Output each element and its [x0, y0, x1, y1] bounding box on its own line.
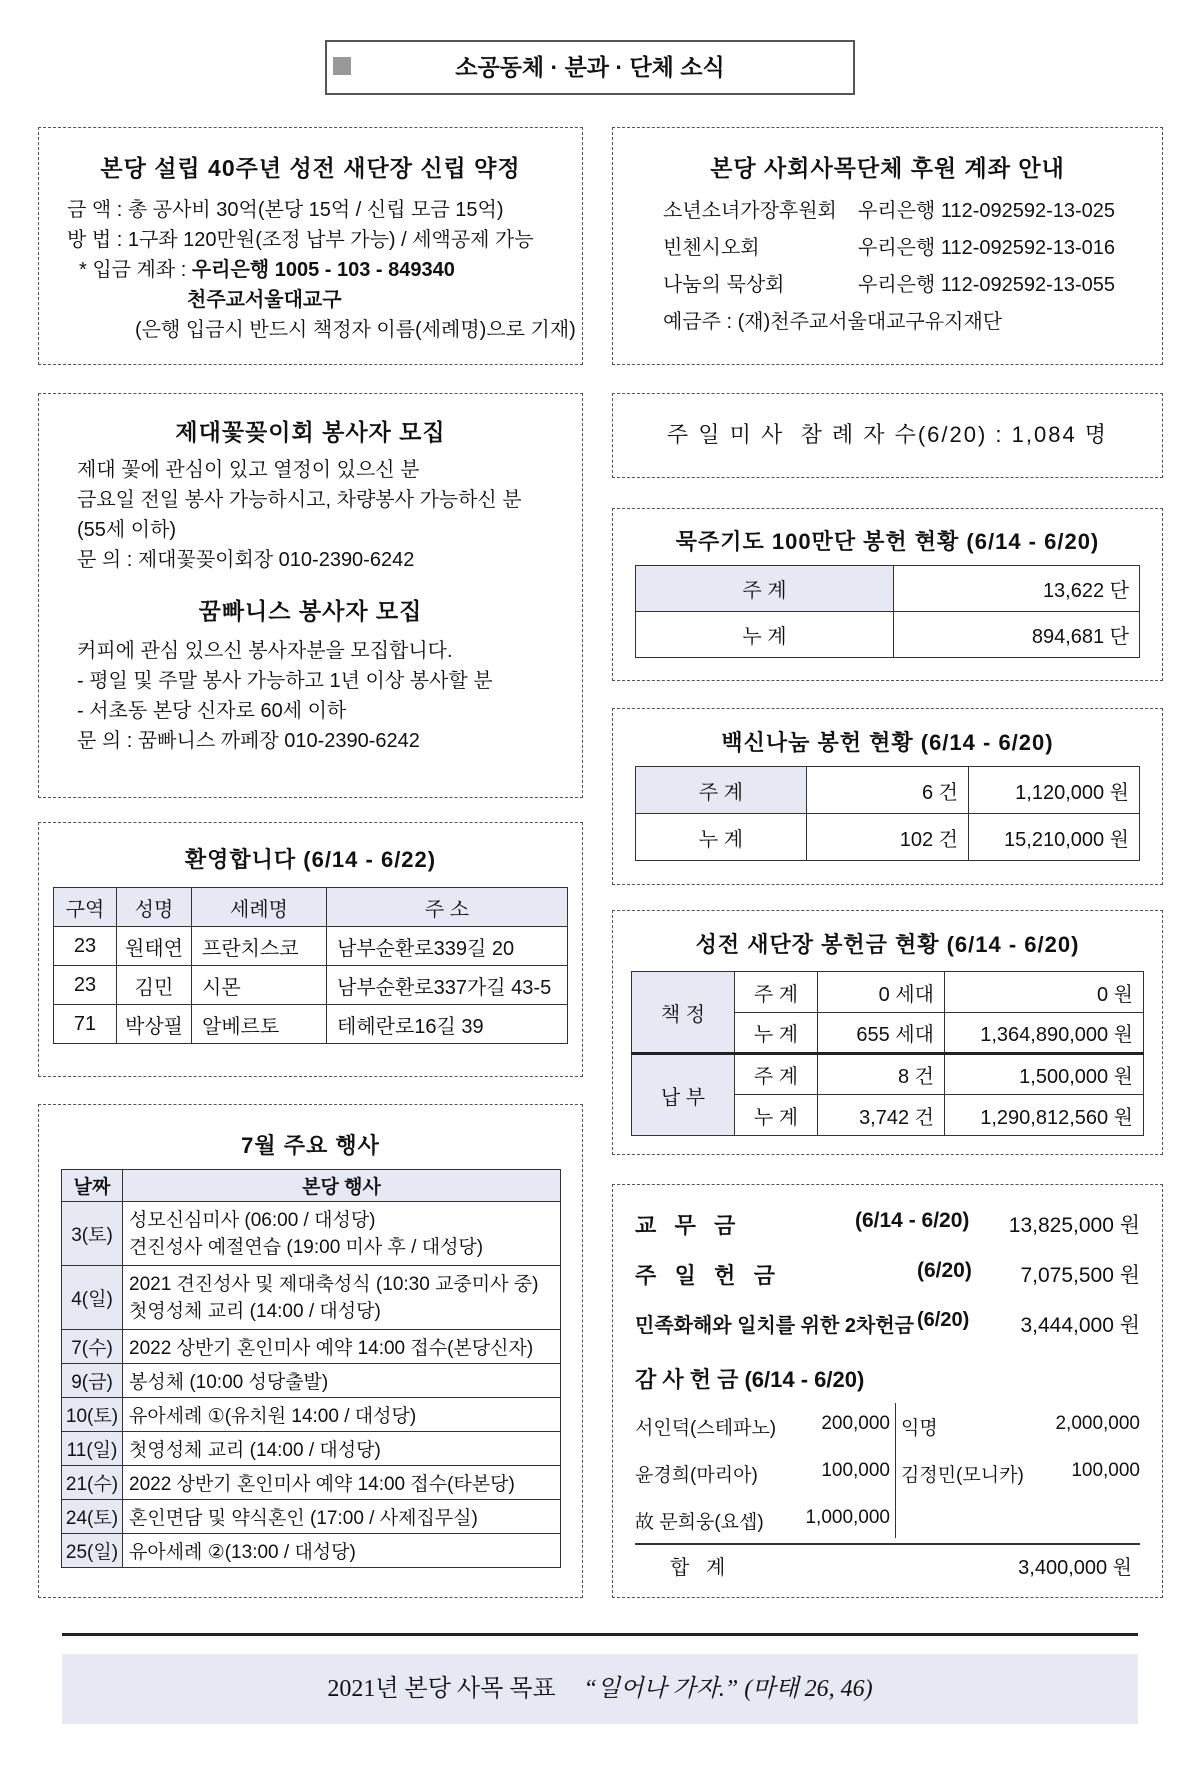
volunteer-box	[38, 393, 583, 798]
rosary-value: 13,622 단	[894, 566, 1140, 612]
table-row	[62, 1202, 561, 1266]
attendance-text: 주 일 미 사 참 례 자 수(6/20) : 1,084 명	[666, 422, 1109, 447]
renovation-box	[612, 910, 1163, 1155]
donor-name: 윤경희(마리아)	[635, 1465, 758, 1486]
finance-row	[635, 1259, 1140, 1295]
vaccine-label: 누 계	[636, 814, 807, 861]
table-row	[636, 767, 1140, 814]
pledge-account-line	[67, 255, 582, 285]
event-date: 25(일)	[62, 1534, 123, 1568]
rosary-label: 누 계	[636, 612, 894, 658]
table-row	[636, 814, 1140, 861]
table-header-row	[54, 888, 568, 927]
vaccine-amount: 15,210,000 원	[969, 814, 1140, 861]
pledge-method: 방 법 : 1구좌 120만원(조정 납부 가능) / 세액공제 가능	[67, 229, 534, 251]
col-header: 구역	[54, 888, 117, 927]
renov-count: 0 세대	[818, 972, 945, 1013]
pledge-box	[38, 127, 583, 365]
finance-amount: 3,444,000 원	[1020, 1314, 1140, 1337]
renov-amount: 1,364,890,000 원	[945, 1013, 1144, 1054]
footer-rule	[62, 1633, 1138, 1636]
table-row	[62, 1466, 561, 1500]
attendance-box	[612, 393, 1163, 478]
sponsor-depositor: 예금주 : (재)천주교서울대교구유지재단	[663, 311, 1003, 333]
donor-name: 서인덕(스테파노)	[635, 1418, 777, 1439]
event-date: 4(일)	[62, 1266, 123, 1330]
sponsor-name: 나눔의 묵상회	[663, 274, 785, 296]
renov-label: 누 계	[735, 1095, 818, 1136]
sponsor-box	[612, 127, 1163, 365]
vaccine-count: 102 건	[807, 814, 969, 861]
rosary-box	[612, 508, 1163, 681]
cell-name: 원태연	[117, 927, 192, 966]
total-divider	[635, 1543, 1140, 1545]
event-desc: 2022 상반기 혼인미사 예약 14:00 접수(본당신자)	[123, 1330, 561, 1364]
welcome-table	[53, 887, 568, 1044]
renov-amount: 1,290,812,560 원	[945, 1095, 1144, 1136]
sponsor-title: 본당 사회사목단체 후원 계좌 안내	[710, 155, 1065, 181]
col-header: 주 소	[327, 888, 568, 927]
donor-grid	[635, 1403, 1140, 1538]
sponsor-account: 우리은행 112-092592-13-055	[858, 274, 1116, 296]
cell-address: 남부순환로337가길 43-5	[327, 966, 568, 1005]
donor-amount: 100,000	[821, 1460, 890, 1481]
renov-amount: 0 원	[945, 972, 1144, 1013]
sponsor-name: 소년소녀가장후원회	[663, 200, 837, 222]
footer-banner	[62, 1654, 1138, 1724]
pledge-holder: 천주교서울대교구	[187, 289, 342, 311]
donor-row	[901, 1460, 1140, 1487]
volunteer-line: 커피에 관심 있으신 봉사자분을 모집합니다.	[77, 640, 453, 662]
event-desc: 유아세례 ②(13:00 / 대성당)	[123, 1534, 561, 1568]
july-title: 7월 주요 행사	[241, 1133, 380, 1158]
sponsor-account: 우리은행 112-092592-13-025	[858, 200, 1116, 222]
donor-row	[635, 1413, 890, 1440]
vaccine-title: 백신나눔 봉헌 현황 (6/14 - 6/20)	[721, 730, 1054, 755]
july-box	[38, 1104, 583, 1598]
volunteer-line: 문 의 : 제대꽃꽂이회장 010-2390-6242	[77, 549, 415, 571]
event-desc: 혼인면담 및 약식혼인 (17:00 / 사제집무실)	[123, 1500, 561, 1534]
finance-period: (6/14 - 6/20)	[855, 1209, 970, 1232]
table-row	[62, 1266, 561, 1330]
cell-zone: 71	[54, 1005, 117, 1044]
sponsor-row	[663, 230, 1162, 267]
event-date: 3(토)	[62, 1202, 123, 1266]
cell-zone: 23	[54, 927, 117, 966]
table-row	[62, 1534, 561, 1568]
group-label: 납 부	[632, 1054, 735, 1136]
event-desc: 유아세례 ①(유치원 14:00 / 대성당)	[123, 1398, 561, 1432]
event-line: 성모신심미사 (06:00 / 대성당)	[129, 1209, 376, 1231]
footer-motto: “일어나 가자.” (마태 26, 46)	[583, 1676, 873, 1702]
renovation-title: 성전 새단장 봉헌금 현황 (6/14 - 6/20)	[695, 932, 1080, 957]
event-desc: 봉성체 (10:00 성당출발)	[123, 1364, 561, 1398]
donor-amount: 200,000	[821, 1413, 890, 1434]
event-desc: 첫영성체 교리 (14:00 / 대성당)	[123, 1432, 561, 1466]
page-title: 소공동체 · 분과 · 단체 소식	[455, 54, 725, 80]
welcome-title: 환영합니다 (6/14 - 6/22)	[184, 847, 437, 872]
finance-row	[635, 1209, 1140, 1245]
cell-name: 김민	[117, 966, 192, 1005]
rosary-table	[635, 565, 1140, 658]
col-header: 본당 행사	[123, 1170, 561, 1202]
event-date: 7(수)	[62, 1330, 123, 1364]
finance-period: (6/20)	[917, 1309, 970, 1331]
event-line: 견진성사 예절연습 (19:00 미사 후 / 대성당)	[129, 1236, 484, 1258]
vaccine-count: 6 건	[807, 767, 969, 814]
vaccine-box	[612, 708, 1163, 885]
renov-label: 주 계	[735, 972, 818, 1013]
event-date: 21(수)	[62, 1466, 123, 1500]
event-date: 11(일)	[62, 1432, 123, 1466]
finance-box	[612, 1184, 1163, 1598]
donor-amount: 100,000	[1071, 1460, 1140, 1481]
event-desc	[123, 1266, 561, 1330]
table-row	[636, 612, 1140, 658]
sponsor-row	[663, 193, 1162, 230]
event-line: 첫영성체 교리 (14:00 / 대성당)	[129, 1300, 381, 1322]
table-row	[54, 966, 568, 1005]
cell-zone: 23	[54, 966, 117, 1005]
col-header: 성명	[117, 888, 192, 927]
table-row	[54, 1005, 568, 1044]
rosary-label: 주 계	[636, 566, 894, 612]
event-desc	[123, 1202, 561, 1266]
table-row	[62, 1364, 561, 1398]
finance-amount: 13,825,000 원	[1008, 1214, 1140, 1237]
volunteer-line: (55세 이하)	[77, 519, 177, 541]
cell-baptism: 시몬	[192, 966, 327, 1005]
finance-period: (6/20)	[917, 1259, 972, 1282]
col-header: 날짜	[62, 1170, 123, 1202]
donor-amount: 1,000,000	[805, 1507, 890, 1528]
table-row	[636, 566, 1140, 612]
event-desc: 2022 상반기 혼인미사 예약 14:00 접수(타본당)	[123, 1466, 561, 1500]
header-marker	[333, 57, 351, 75]
donor-name: 익명	[901, 1418, 938, 1439]
rosary-value: 894,681 단	[894, 612, 1140, 658]
table-row	[62, 1432, 561, 1466]
sponsor-row	[663, 267, 1162, 304]
pledge-account-label: * 입금 계좌 :	[79, 259, 192, 281]
col-header: 세례명	[192, 888, 327, 927]
pledge-note: (은행 입금시 반드시 책정자 이름(세례명)으로 기재)	[135, 319, 576, 341]
donor-name: 故 문희웅(요셉)	[635, 1512, 764, 1533]
welcome-box	[38, 822, 583, 1077]
pledge-account: 우리은행 1005 - 103 - 849340	[191, 259, 455, 281]
sponsor-name: 빈첸시오회	[663, 237, 760, 259]
table-row	[62, 1398, 561, 1432]
thanks-title: 감 사 헌 금 (6/14 - 6/20)	[635, 1367, 865, 1392]
finance-label: 주 일 헌 금	[635, 1263, 776, 1288]
cell-baptism: 프란치스코	[192, 927, 327, 966]
vaccine-table	[635, 766, 1140, 861]
donor-name: 김정민(모니카)	[901, 1465, 1024, 1486]
event-line: 2021 견진성사 및 제대축성식 (10:30 교중미사 중)	[129, 1273, 539, 1295]
table-row	[632, 1054, 1144, 1095]
rosary-title: 묵주기도 100만단 봉헌 현황 (6/14 - 6/20)	[675, 529, 1100, 554]
renov-amount: 1,500,000 원	[945, 1054, 1144, 1095]
july-table	[61, 1169, 561, 1568]
group-label: 책 정	[632, 972, 735, 1054]
sponsor-account: 우리은행 112-092592-13-016	[858, 237, 1116, 259]
cell-baptism: 알베르토	[192, 1005, 327, 1044]
finance-label: 민족화해와 일치를 위한 2차헌금	[635, 1315, 914, 1337]
donor-row	[901, 1413, 1140, 1440]
finance-label: 교 무 금	[635, 1213, 736, 1238]
total-row	[635, 1551, 1140, 1580]
cell-address: 테헤란로16길 39	[327, 1005, 568, 1044]
pledge-amount: 금 액 : 총 공사비 30억(본당 15억 / 신립 모금 15억)	[67, 199, 504, 221]
volunteer-title-2: 꿈빠니스 봉사자 모집	[198, 598, 423, 624]
donor-amount: 2,000,000	[1055, 1413, 1140, 1434]
donor-row	[635, 1460, 890, 1487]
total-label: 합 계	[670, 1557, 726, 1579]
volunteer-line: - 서초동 본당 신자로 60세 이하	[77, 700, 347, 722]
volunteer-line: 금요일 전일 봉사 가능하시고, 차량봉사 가능하신 분	[77, 489, 522, 511]
table-header-row	[62, 1170, 561, 1202]
volunteer-title-1: 제대꽃꽂이회 봉사자 모집	[175, 419, 446, 445]
renov-count: 8 건	[818, 1054, 945, 1095]
renovation-table	[631, 971, 1144, 1136]
renov-count: 655 세대	[818, 1013, 945, 1054]
table-row	[54, 927, 568, 966]
vaccine-label: 주 계	[636, 767, 807, 814]
volunteer-line: - 평일 및 주말 봉사 가능하고 1년 이상 봉사할 분	[77, 670, 493, 692]
event-date: 10(토)	[62, 1398, 123, 1432]
vaccine-amount: 1,120,000 원	[969, 767, 1140, 814]
renov-label: 누 계	[735, 1013, 818, 1054]
cell-name: 박상필	[117, 1005, 192, 1044]
event-date: 24(토)	[62, 1500, 123, 1534]
footer-prefix: 2021년 본당 사목 목표	[327, 1676, 556, 1702]
section-header	[325, 40, 855, 95]
donor-divider	[895, 1403, 896, 1538]
donor-row	[635, 1507, 890, 1534]
finance-amount: 7,075,500 원	[1020, 1264, 1140, 1287]
volunteer-line: 문 의 : 꿈빠니스 까페장 010-2390-6242	[77, 730, 420, 752]
table-row	[632, 972, 1144, 1013]
finance-row	[635, 1309, 1140, 1345]
table-row	[62, 1500, 561, 1534]
renov-label: 주 계	[735, 1054, 818, 1095]
volunteer-line: 제대 꽃에 관심이 있고 열정이 있으신 분	[77, 459, 420, 481]
cell-address: 남부순환로339길 20	[327, 927, 568, 966]
table-row	[62, 1330, 561, 1364]
pledge-title: 본당 설립 40주년 성전 새단장 신립 약정	[100, 155, 521, 181]
renov-count: 3,742 건	[818, 1095, 945, 1136]
total-amount: 3,400,000 원	[1018, 1557, 1132, 1579]
event-date: 9(금)	[62, 1364, 123, 1398]
